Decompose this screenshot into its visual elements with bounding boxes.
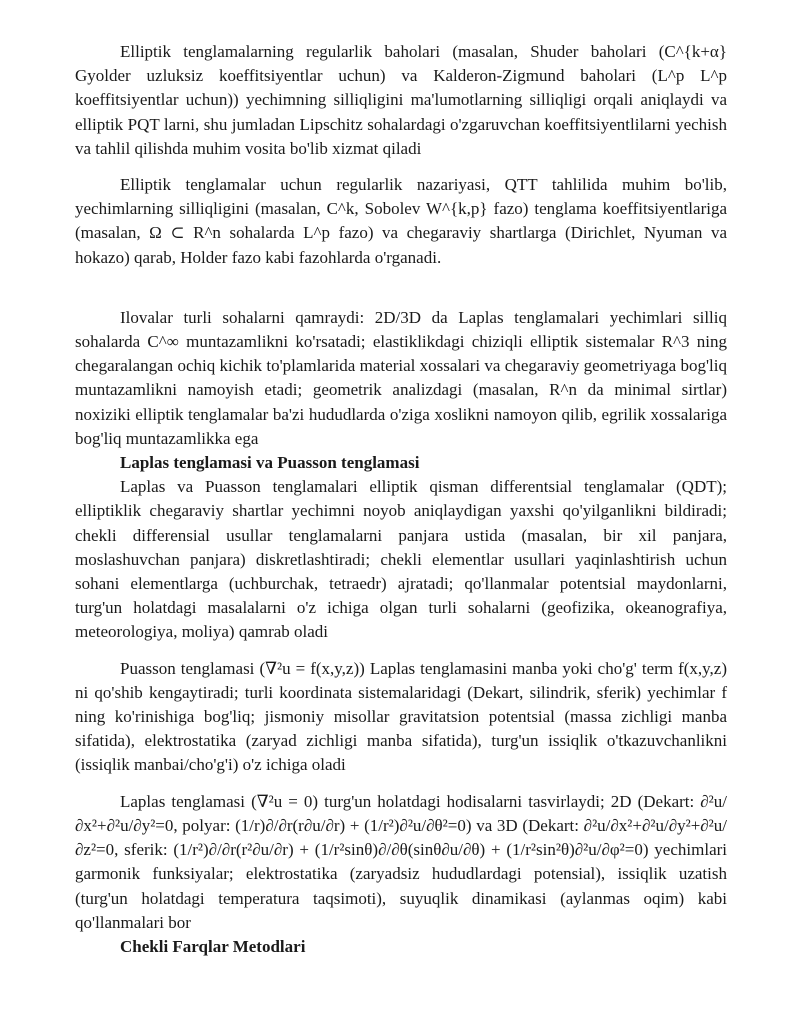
paragraph-laplace-poisson-intro: Laplas va Puasson tenglamalari elliptik qisman differentsial tenglamalar (QDT); elliptiklik chegaraviy shartlar yechimni noyob aniqlaydigan yaxshi qo'yilganlikni bildiradi; chekli differensial usullar tenglamalarni panjara ustida (masalan, bir xil panjara, moslashuvchan panjara) diskretlashtiradi; chekli elementlar usullari yaqinlashtirish uchun sohani elementlarga (uchburchak, tetraedr) ajratadi; qo'llanmalar potentsial maydonlarni, turg'un holatdagi masalalarni o'z ichiga olgan turli sohalarni (geofizika, okeanografiya, meteorologiya, moliya) qamrab oladi: [75, 477, 727, 642]
document-page: [75, 40, 727, 959]
paragraph-laplace-equation: Laplas tenglamasi (∇²u = 0) turg'un holatdagi hodisalarni tasvirlaydi; 2D (Dekart: ∂²u/∂x²+∂²u/∂y²=0, polyar: (1/r)∂/∂r(r∂u/∂r) + (1/r²)∂²u/∂θ²=0) va 3D (Dekart: ∂²u/∂x²+∂²u/∂y²+∂²u/∂z²=0, sferik: (1/r²)∂/∂r(r²∂u/∂r) + (1/r²sinθ)∂/∂θ(sinθ∂u/∂θ) + (1/r²sin²θ)∂²u/∂φ²=0) yechimlari garmonik funksiyalar; elektrostatika (zaryadsiz hududlardagi potensial), issiqlik uzatish (turg'un holatdagi temperatura taqsimoti), suyuqlik dinamikasi (aylanmas oqim) kabi qo'llanmalari bor: [75, 791, 727, 932]
paragraph-applications: Ilovalar turli sohalarni qamraydi: 2D/3D da Laplas tenglamalari yechimlari silliq sohalarda C^∞ muntazamlikni ko'rsatadi; elastiklikdagi chiziqli elliptik sistemalar R^3 ning chegaralangan ochiq kichik to'plamlarida material xossalari va chegaraviy geometriyaga bog'liq muntazamlikni namoyish etadi; geometrik analizdagi (masalan, R^n da minimal sirtlar) noxiziki elliptik tenglamalar ba'zi hududlarda o'ziga xoslikni namoyon qilib, egrilik xossalariga bog'liq muntazamlikka ega: [75, 307, 727, 448]
paragraph-poisson-equation: Puasson tenglamasi (∇²u = f(x,y,z)) Laplas tenglamasini manba yoki cho'g' term f(x,y,z) ni qo'shib kengaytiradi; turli koordinata sistemalaridagi (Dekart, silindrik, sferik) yechimlar f ning ko'rinishiga bog'liq; jismoniy misollar gravitatsion potentsial (massa zichligi manba sifatida), elektrostatika (zaryad zichligi manba sifatida), turg'un issiqlik o'tkazuvchanlikni (issiqlik manbai/cho'g'i) o'z ichiga oladi: [75, 658, 727, 775]
section-heading-laplace-poisson: Laplas tenglamasi va Puasson tenglamasi: [120, 453, 420, 473]
paragraph-regularity-theory: Elliptik tenglamalar uchun regularlik nazariyasi, QTT tahlilida muhim bo'lib, yechimlarning silliqligini (masalan, C^k, Sobolev W^{k,p} fazo) tenglama koeffitsiyentlariga (masalan, Ω ⊂ R^n sohalarda L^p fazo) va chegaraviy shartlarga (Dirichlet, Nyuman va hokazo) qarab, Holder fazo kabi fazohlarda o'rganadi.: [75, 175, 727, 267]
section-heading-finite-differences: Chekli Farqlar Metodlari: [120, 936, 306, 956]
paragraph-regularity-estimates: Elliptik tenglamalarning regularlik baholari (masalan, Shuder baholari (C^{k+α} Gyolder uzluksiz koeffitsiyentlar uchun) va Kalderon-Zigmund baholari (L^p L^p koeffitsiyentlar uchun)) yechimning silliqligini ma'lumotlarning silliqligi orqali aniqlaydi va elliptik PQT larni, shu jumladan Lipschitz sohalardagi o'zgaruvchan koeffitsiyentlilarni yechish va tahlil qilishda muhim vosita bo'lib xizmat qiladi: [75, 42, 727, 158]
